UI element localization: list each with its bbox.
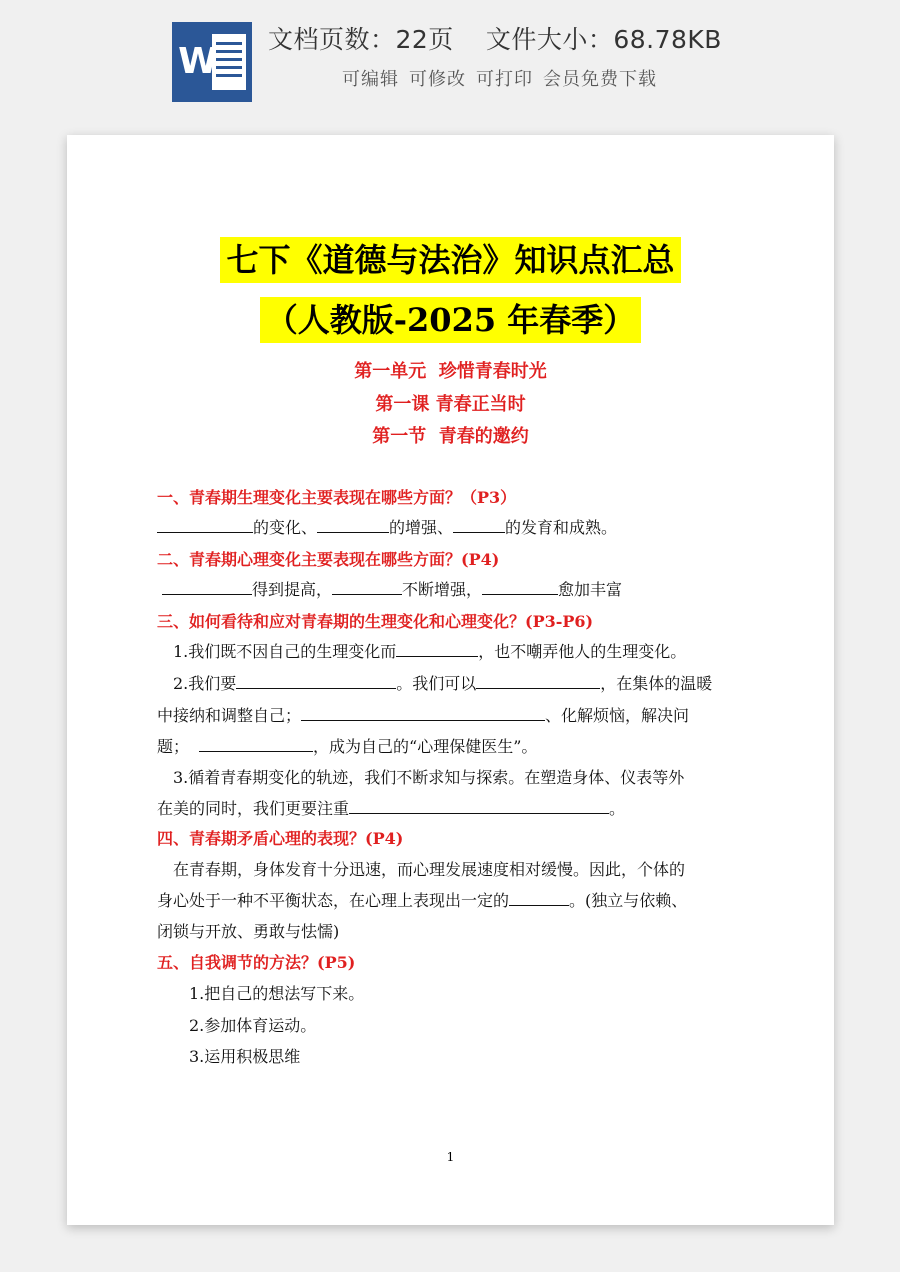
text-fragment: 在美的同时，我们更要注重 (157, 799, 350, 818)
page-count: 文档页数：22页 (268, 25, 454, 54)
text-fragment: 中接纳和调整自己； (157, 706, 302, 725)
fill-blank (476, 674, 600, 689)
text-fragment: ，在集体的温暖 (600, 674, 713, 693)
question-3: 三、如何看待和应对青春期的生理变化和心理变化？(P3-P6) (157, 612, 594, 631)
unit-heading: 第一单元 珍惜青春时光 (354, 361, 547, 382)
feature-printable: 可打印 (476, 69, 533, 90)
word-icon-line (216, 50, 242, 53)
fill-blank (332, 580, 402, 595)
text-fragment: 。(独立与依赖、 (569, 891, 688, 910)
word-icon-line (216, 74, 242, 77)
word-document-icon (172, 22, 252, 102)
document-page (67, 135, 834, 1225)
text-fragment: 得到提高， (252, 580, 333, 599)
answer-line (157, 515, 617, 538)
download-info-header (0, 0, 900, 125)
doc-title (67, 235, 834, 281)
answer-line (157, 703, 689, 726)
question-4: 四、青春期矛盾心理的表现？(P4) (157, 829, 404, 848)
fill-blank (349, 799, 609, 814)
feature-free-download: 会员免费下载 (543, 69, 657, 90)
file-meta (268, 20, 722, 56)
feature-list (342, 65, 657, 91)
fill-blank (482, 580, 558, 595)
fill-blank (157, 518, 253, 533)
fill-blank (509, 891, 569, 906)
text-fragment: ，也不嘲弄他人的生理变化。 (478, 642, 687, 661)
fill-blank (162, 580, 252, 595)
question-5: 五、自我调节的方法？(P5) (157, 953, 356, 972)
doc-subtitle (67, 295, 834, 341)
fill-blank (453, 518, 505, 533)
list-item: 3.运用积极思维 (189, 1047, 301, 1066)
fill-blank (317, 518, 389, 533)
fill-blank (396, 642, 478, 657)
question-1: 一、青春期生理变化主要表现在哪些方面？（P3） (157, 488, 517, 507)
answer-line: 闭锁与开放、勇敢与怯懦) (157, 922, 340, 941)
list-item: 2.参加体育运动。 (189, 1016, 317, 1035)
fill-blank (199, 737, 313, 752)
answer-line (157, 734, 537, 757)
answer-line (173, 671, 712, 694)
doc-subtitle-text: （人教版-2025 年春季） (260, 297, 642, 343)
text-fragment: 2.我们要 (173, 674, 237, 693)
word-icon-line (216, 58, 242, 61)
lesson-heading: 第一课 青春正当时 (375, 394, 526, 415)
fill-blank (301, 706, 545, 721)
answer-line (157, 796, 625, 819)
answer-line (173, 639, 686, 662)
text-fragment: 的变化、 (253, 518, 318, 537)
text-fragment: 身心处于一种不平衡状态，在心理上表现出一定的 (157, 891, 510, 910)
text-fragment: ，成为自己的“心理保健医生”。 (313, 737, 538, 756)
answer-line: 在青春期，身体发育十分迅速，而心理发展速度相对缓慢。因此，个体的 (173, 860, 686, 879)
doc-title-text: 七下《道德与法治》知识点汇总 (220, 237, 680, 283)
answer-line: 3.循着青春期变化的轨迹，我们不断求知与探索。在塑造身体、仪表等外 (173, 768, 685, 787)
question-2: 二、青春期心理变化主要表现在哪些方面？(P4) (157, 550, 500, 569)
text-fragment: 的发育和成熟。 (505, 518, 618, 537)
feature-modifiable: 可修改 (409, 69, 466, 90)
feature-editable: 可编辑 (342, 69, 399, 90)
page-number: 1 (446, 1150, 455, 1164)
text-fragment: 愈加丰富 (558, 580, 623, 599)
fill-blank (236, 674, 396, 689)
answer-line (162, 577, 622, 600)
word-icon-letter: W (178, 41, 218, 82)
text-fragment: 题； (157, 737, 190, 756)
section-heading: 第一节 青春的邀约 (372, 426, 529, 447)
text-fragment: 不断增强， (402, 580, 483, 599)
word-icon-line (216, 42, 242, 45)
file-size: 文件大小：68.78KB (485, 25, 722, 54)
answer-line (157, 888, 687, 911)
text-fragment: 。我们可以 (396, 674, 477, 693)
text-fragment: 、化解烦恼，解决问 (545, 706, 690, 725)
list-item: 1.把自己的想法写下来。 (189, 984, 365, 1003)
text-fragment: 。 (609, 799, 626, 818)
text-fragment: 的增强、 (389, 518, 454, 537)
word-icon-line (216, 66, 242, 69)
text-fragment: 1.我们既不因自己的生理变化而 (173, 642, 397, 661)
